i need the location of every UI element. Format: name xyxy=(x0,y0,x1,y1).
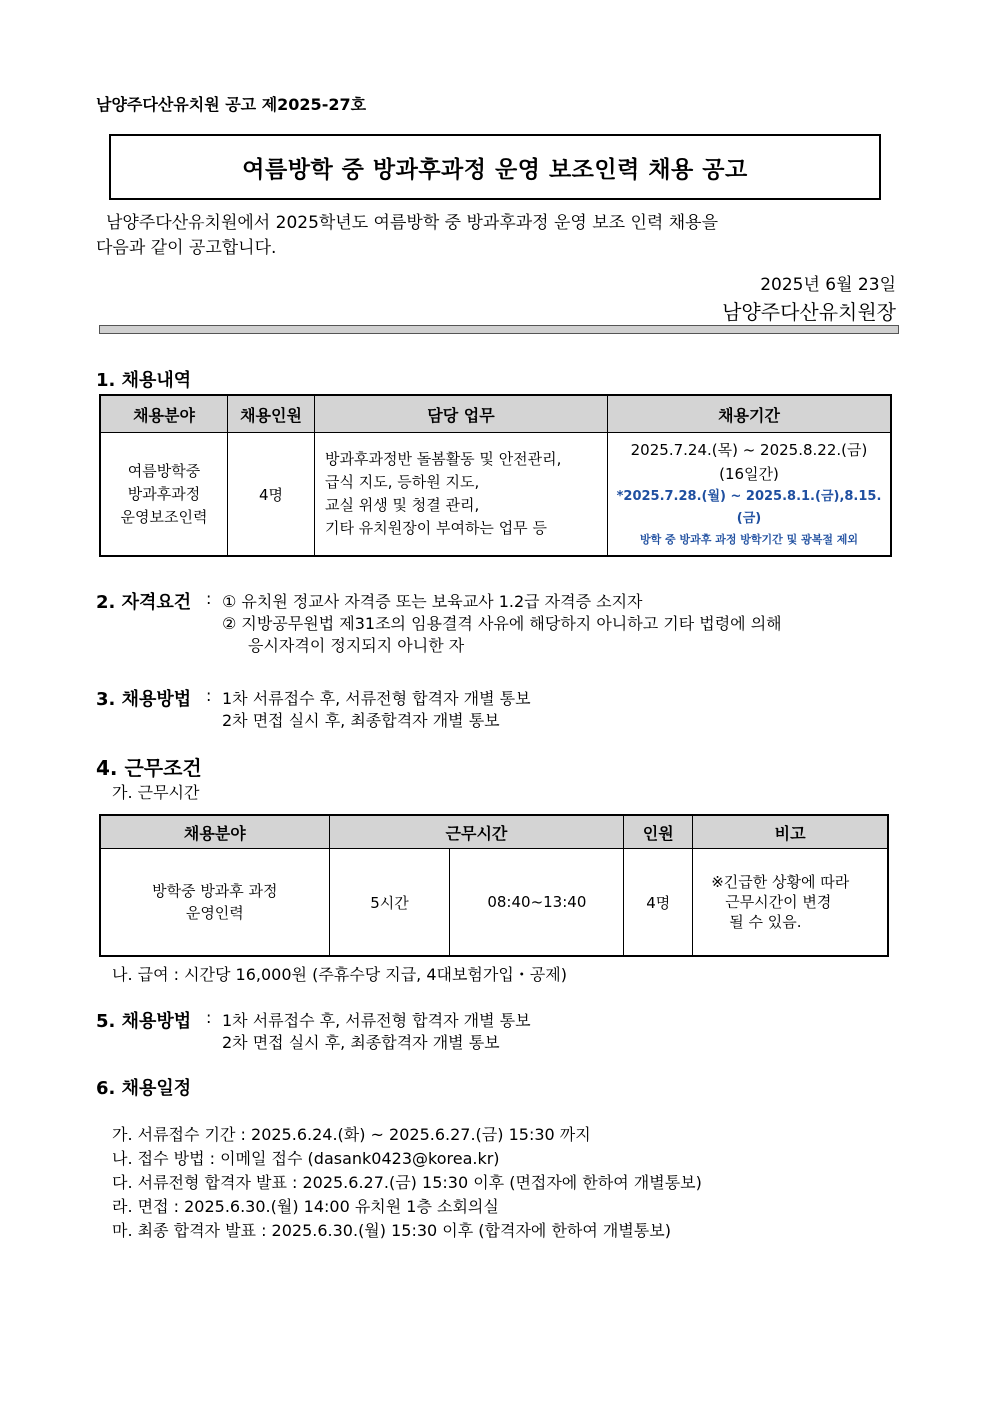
intro-paragraph xyxy=(96,211,896,261)
table-header: 채용기간 xyxy=(608,395,892,433)
table-header: 담당 업무 xyxy=(315,395,608,433)
period-main: 2025.7.24.(목) ~ 2025.8.22.(금) xyxy=(630,441,868,459)
duty-line: 급식 지도, 등하원 지도, xyxy=(325,473,480,491)
field-cell xyxy=(100,849,329,957)
remark-cell xyxy=(693,849,888,957)
field-line: 방과후과정 xyxy=(127,484,201,503)
section-2-colon: : xyxy=(206,589,212,608)
period-days: (16일간) xyxy=(719,465,779,483)
signer: 남양주다산유치원장 xyxy=(722,300,896,324)
section-1-heading: 1. 채용내역 xyxy=(96,370,192,391)
period-note: 방학 중 방과후 과정 방학기간 및 광복절 제외 xyxy=(639,533,859,546)
field-line: 운영보조인력 xyxy=(120,507,208,526)
duty-line: 기타 유치원장이 부여하는 업무 등 xyxy=(325,519,547,537)
schedule-item: 마. 최종 합격자 발표 : 2025.6.30.(월) 15:30 이후 (합격자에 한하여 개별통보) xyxy=(112,1221,671,1240)
period-exclusion: *2025.7.28.(월) ~ 2025.8.1.(금),8.15.(금) xyxy=(616,489,882,526)
table-header: 채용분야 xyxy=(100,815,329,849)
hours-cell: 5시간 xyxy=(329,849,450,957)
work-hours-subheading: 가. 근무시간 xyxy=(112,783,200,802)
section-2-heading: 2. 자격요건 xyxy=(96,592,192,613)
method-line-2: 2차 면접 실시 후, 최종합격자 개별 통보 xyxy=(222,711,500,730)
notice-number: 남양주다산유치원 공고 제2025-27호 xyxy=(96,95,367,114)
section-5-heading: 5. 채용방법 xyxy=(96,1011,192,1032)
remark-line: ※긴급한 상황에 따라 xyxy=(711,873,850,891)
method-line-1: 1차 서류접수 후, 서류전형 합격자 개별 통보 xyxy=(222,689,531,708)
section-3-colon: : xyxy=(206,686,212,705)
qualification-2-cont: 응시자격이 정지되지 아니한 자 xyxy=(248,636,465,655)
duty-line: 교실 위생 및 청결 관리, xyxy=(325,496,480,514)
salary: 나. 급여 : 시간당 16,000원 (주휴수당 지급, 4대보험가입・공제) xyxy=(112,965,567,984)
schedule-item: 라. 면접 : 2025.6.30.(월) 14:00 유치원 1층 소회의실 xyxy=(112,1197,499,1216)
intro-line-2: 다음과 같이 공고합니다. xyxy=(96,238,277,258)
time-cell: 08:40~13:40 xyxy=(450,849,624,957)
field-line: 여름방학중 xyxy=(127,461,201,480)
table-header: 인원 xyxy=(624,815,693,849)
section-4-heading: 4. 근무조건 xyxy=(96,756,202,780)
qualification-1: ① 유치원 정교사 자격증 또는 보육교사 1.2급 자격증 소지자 xyxy=(222,592,643,611)
section-3-heading: 3. 채용방법 xyxy=(96,689,192,710)
table-header-row xyxy=(100,815,888,849)
table-header-row xyxy=(100,395,891,433)
qualification-2: ② 지방공무원법 제31조의 임용결격 사유에 해당하지 아니하고 기타 법령에 의해 xyxy=(222,614,782,633)
field-line: 운영인력 xyxy=(185,904,244,922)
section-6-heading: 6. 채용일정 xyxy=(96,1078,192,1099)
field-line: 방학중 방과후 과정 xyxy=(152,882,278,900)
intro-line-1: 남양주다산유치원에서 2025학년도 여름방학 중 방과후과정 운영 보조 인력 채용을 xyxy=(106,213,718,233)
schedule-item: 가. 서류접수 기간 : 2025.6.24.(화) ~ 2025.6.27.(금) 15:30 까지 xyxy=(112,1125,591,1144)
table-row xyxy=(100,433,891,557)
schedule-item: 나. 접수 방법 : 이메일 접수 (dasank0423@korea.kr) xyxy=(112,1149,500,1168)
table-header: 채용분야 xyxy=(100,395,228,433)
duties-cell xyxy=(315,433,608,557)
count-cell: 4명 xyxy=(228,433,315,557)
method-line-2: 2차 면접 실시 후, 최종합격자 개별 통보 xyxy=(222,1033,500,1052)
remark-line: 근무시간이 변경 xyxy=(725,893,832,911)
table-row xyxy=(100,849,888,957)
schedule-item: 다. 서류전형 합격자 발표 : 2025.6.27.(금) 15:30 이후 (면접자에 한하여 개별통보) xyxy=(112,1173,702,1192)
section-5-colon: : xyxy=(206,1008,212,1027)
table-header: 채용인원 xyxy=(228,395,315,433)
period-cell xyxy=(608,433,892,557)
notice-date: 2025년 6월 23일 xyxy=(760,275,896,295)
remark-line: 될 수 있음. xyxy=(729,913,802,931)
page-title: 여름방학 중 방과후과정 운영 보조인력 채용 공고 xyxy=(242,156,748,183)
title-box xyxy=(109,134,881,200)
divider-bar xyxy=(99,325,899,334)
work-conditions-table xyxy=(99,814,889,957)
recruitment-table xyxy=(99,394,892,557)
table-header: 비고 xyxy=(693,815,888,849)
duty-line: 방과후과정반 돌봄활동 및 안전관리, xyxy=(325,450,562,468)
count-cell: 4명 xyxy=(624,849,693,957)
field-cell xyxy=(100,433,228,557)
table-header: 근무시간 xyxy=(329,815,624,849)
method-line-1: 1차 서류접수 후, 서류전형 합격자 개별 통보 xyxy=(222,1011,531,1030)
